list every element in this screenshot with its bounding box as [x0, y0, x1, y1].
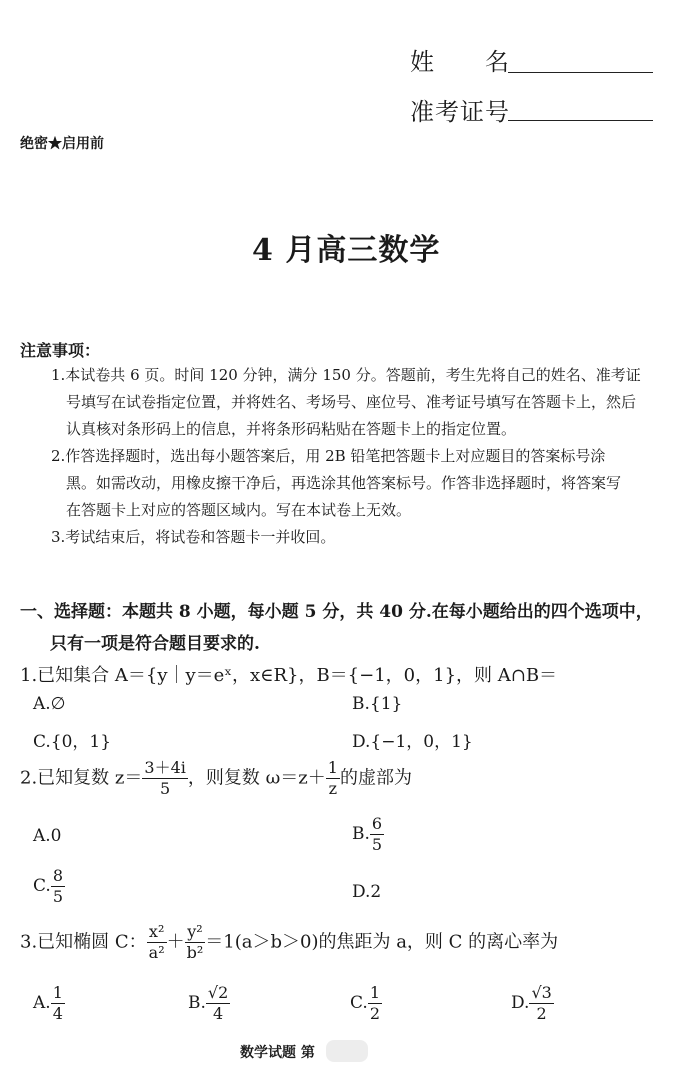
section-heading-cont: 只有一项是符合题目要求的. [50, 634, 260, 654]
fraction [370, 816, 384, 853]
question-1-option-d: D.{−1，0，1} [352, 732, 473, 752]
question-2-option-b [352, 816, 384, 853]
notice-line: 号填写在试卷指定位置，并将姓名、考场号、座位号、准考证号填写在答题卡上，然后 [66, 393, 637, 411]
fraction [51, 985, 65, 1022]
fraction-numerator: x² [147, 924, 167, 943]
option-letter: C. [350, 993, 368, 1013]
fraction-numerator: 8 [52, 866, 63, 885]
notice-heading: 注意事项： [20, 341, 101, 360]
smudge-mark [326, 1040, 368, 1062]
question-1-option-b: B.{1} [352, 694, 403, 714]
option-letter: B. [352, 824, 370, 844]
fraction [206, 985, 230, 1022]
page-title: 4 月高三数学 [252, 233, 441, 268]
question-2-option-a: A.0 [33, 826, 62, 846]
fraction [142, 760, 187, 797]
fraction-numerator: 6 [371, 814, 383, 833]
fraction-numerator: 1 [327, 758, 338, 777]
fraction-numerator: √3 [531, 983, 552, 1002]
fraction-denominator: 4 [52, 1004, 63, 1023]
question-2-option-d: D.2 [352, 882, 382, 902]
question-3-text: ＝1(a＞b＞0)的焦距为 a，则 C 的离心率为 [205, 931, 559, 953]
question-3-option-a [33, 985, 65, 1022]
fraction [185, 924, 206, 961]
fraction [147, 924, 167, 961]
question-3-stem [20, 924, 558, 961]
fraction [368, 985, 382, 1022]
question-2-text: 2.已知复数 z＝ [20, 767, 143, 789]
question-2-text: ，则复数 ω＝z＋ [187, 767, 326, 789]
question-3-text: 3.已知椭圆 C： [20, 931, 147, 953]
fraction-denominator: b² [186, 943, 204, 962]
notice-line: 3.考试结束后，将试卷和答题卡一并收回。 [51, 528, 336, 546]
exam-id-field-line[interactable] [508, 120, 653, 121]
question-2-stem [20, 760, 412, 797]
fraction-numerator: 1 [52, 983, 63, 1002]
section-heading: 一、选择题：本题共 8 小题，每小题 5 分，共 40 分.在每小题给出的四个选项中， [20, 602, 653, 622]
fraction-denominator: 2 [369, 1004, 380, 1023]
question-2-text: 的虚部为 [339, 767, 412, 789]
option-letter: B. [188, 993, 206, 1013]
question-2-option-c [33, 868, 65, 905]
notice-line: 2.作答选择题时，选出每小题答案后，用 2B 铅笔把答题卡上对应题目的答案标号涂 [51, 447, 606, 465]
fraction-denominator: 5 [160, 779, 171, 798]
name-label: 姓 名 [410, 48, 510, 76]
question-3-option-c [350, 985, 382, 1022]
notice-line: 认真核对条形码上的信息，并将条形码粘贴在答题卡上的指定位置。 [66, 420, 517, 438]
confidential-mark: 绝密★启用前 [20, 136, 104, 152]
notice-line: 1.本试卷共 6 页。时间 120 分钟，满分 150 分。答题前，考生先将自己的姓名、准考证 [51, 366, 641, 384]
notice-line: 在答题卡上对应的答题区域内。写在本试卷上无效。 [66, 501, 412, 519]
notice-line: 黑。如需改动，用橡皮擦干净后，再选涂其他答案标号。作答非选择题时，将答案写 [66, 474, 622, 492]
name-field-line[interactable] [508, 72, 653, 73]
fraction-numerator: √2 [207, 983, 229, 1002]
page-footer: 数学试题 第 [240, 1045, 315, 1061]
option-letter: D. [511, 993, 530, 1013]
question-1-option-c: C.{0，1} [33, 732, 112, 752]
question-1-option-a: A.∅ [33, 694, 66, 714]
fraction-numerator: 1 [369, 983, 380, 1002]
option-letter: A. [33, 993, 51, 1013]
fraction-denominator: z [328, 779, 338, 798]
fraction-denominator: 5 [52, 887, 63, 906]
plus-sign: ＋ [166, 931, 185, 953]
fraction-denominator: 4 [213, 1004, 224, 1023]
question-1-stem: 1.已知集合 A＝{y｜y＝eˣ，x∈R}，B＝{−1，0，1}，则 A∩B＝ [20, 665, 558, 686]
fraction [529, 985, 553, 1022]
fraction-denominator: 5 [371, 835, 383, 854]
option-letter: C. [33, 876, 51, 896]
fraction [326, 760, 340, 797]
fraction-numerator: 3＋4i [144, 758, 186, 777]
exam-id-label: 准考证号 [410, 98, 510, 126]
fraction-denominator: 2 [536, 1004, 547, 1023]
question-3-option-b [188, 985, 230, 1022]
fraction-denominator: a² [148, 943, 165, 962]
question-3-option-d [511, 985, 554, 1022]
fraction [51, 868, 65, 905]
fraction-numerator: y² [185, 924, 206, 943]
